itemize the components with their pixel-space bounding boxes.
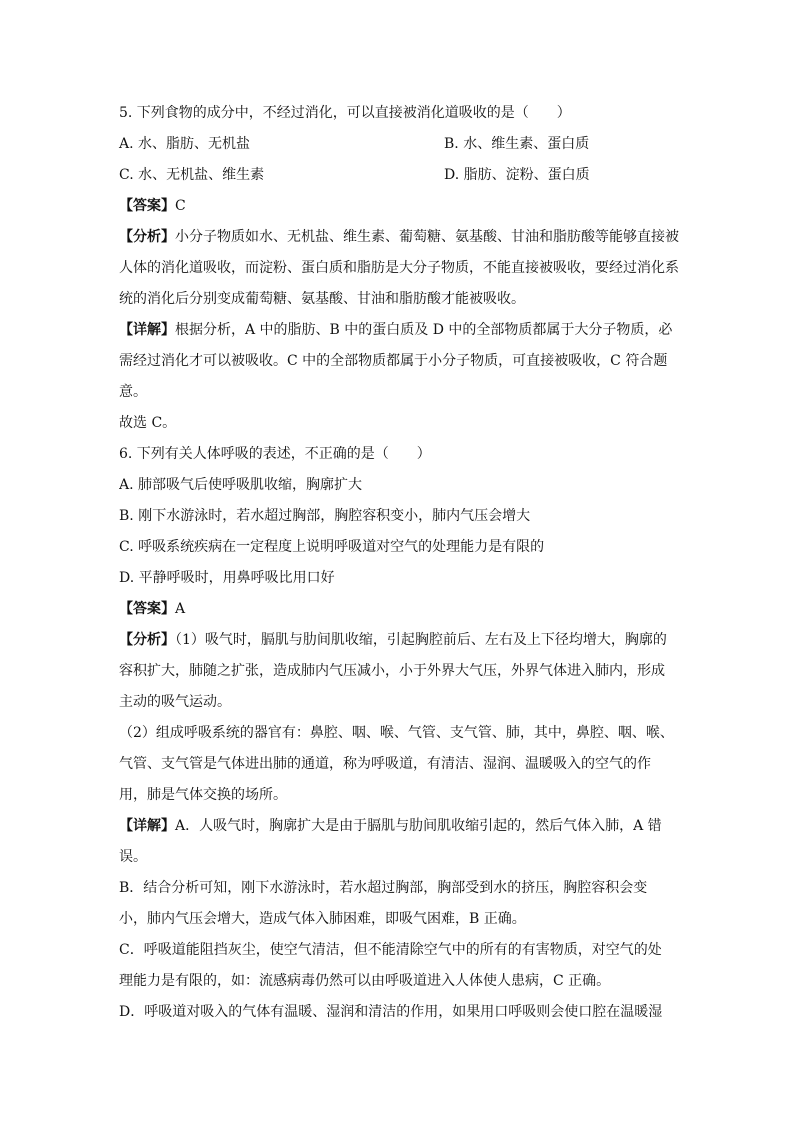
answer-tag: 【答案】 bbox=[119, 198, 175, 214]
question-6-detail-line-6: 理能力是有限的，如：流感病毒仍然可以由呼吸道进入人体使人患病，C 正确。 bbox=[119, 973, 611, 989]
detail-tag: 【详解】 bbox=[119, 322, 175, 338]
question-5-options-row-1 bbox=[119, 129, 679, 160]
question-6-analysis-line-3: 主动的吸气运动。 bbox=[119, 694, 231, 710]
question-5-answer bbox=[119, 191, 679, 222]
document-page bbox=[119, 98, 679, 1028]
question-5-detail-line-1 bbox=[119, 315, 679, 346]
question-6-analysis-line-4: （2）组成呼吸系统的器官有：鼻腔、咽、喉、气管、支气管、肺，其中，鼻腔、咽、喉、 bbox=[119, 725, 674, 741]
analysis-text: （1）吸气时，膈肌与肋间肌收缩，引起胸腔前后、左右及上下径均增大，胸廓的 bbox=[175, 632, 667, 648]
question-5-analysis-line-3: 统的消化后分别变成葡萄糖、氨基酸、甘油和脂肪酸才能被吸收。 bbox=[119, 291, 525, 307]
detail-text: A．人吸气时，胸廓扩大是由于膈肌与肋间肌收缩引起的，然后气体入肺，A 错 bbox=[175, 818, 662, 834]
question-5-analysis-line-1 bbox=[119, 222, 679, 253]
question-5-option-d: D. 脂肪、淀粉、蛋白质 bbox=[444, 167, 590, 183]
question-6-stem: 6. 下列有关人体呼吸的表述，不正确的是（ ） bbox=[119, 446, 431, 462]
answer-value: C bbox=[175, 198, 186, 214]
question-5-conclusion: 故选 C。 bbox=[119, 415, 177, 431]
question-6-analysis-line-2: 容积扩大，肺随之扩张，造成肺内气压减小，小于外界大气压，外界气体进入肺内，形成 bbox=[119, 663, 665, 679]
detail-text: 根据分析，A 中的脂肪、B 中的蛋白质及 D 中的全部物质都属于大分子物质，必 bbox=[175, 322, 673, 338]
question-6-option-c: C. 呼吸系统疾病在一定程度上说明呼吸道对空气的处理能力是有限的 bbox=[119, 539, 545, 555]
question-6-detail-line-3: B．结合分析可知，刚下水游泳时，若水超过胸部，胸部受到水的挤压，胸腔容积会变 bbox=[119, 880, 648, 896]
question-5-detail-line-2: 需经过消化才可以被吸收。C 中的全部物质都属于小分子物质，可直接被吸收，C 符合题 bbox=[119, 353, 668, 369]
question-6-option-d: D. 平静呼吸时，用鼻呼吸比用口好 bbox=[119, 570, 335, 586]
question-6-detail-line-5: C．呼吸道能阻挡灰尘，使空气清洁，但不能清除空气中的所有的有害物质，对空气的处 bbox=[119, 942, 662, 958]
question-6-detail-line-4: 小，肺内气压会增大，造成气体入肺困难，即吸气困难，B 正确。 bbox=[119, 911, 526, 927]
question-6-option-b: B. 刚下水游泳时，若水超过胸部，胸腔容积变小，肺内气压会增大 bbox=[119, 508, 531, 524]
question-5-options-row-2 bbox=[119, 160, 679, 191]
detail-tag: 【详解】 bbox=[119, 818, 175, 834]
analysis-tag: 【分析】 bbox=[119, 229, 175, 245]
question-5-option-a: A. 水、脂肪、无机盐 bbox=[119, 136, 251, 152]
question-5-detail-line-3: 意。 bbox=[119, 384, 147, 400]
question-6-analysis-line-5: 气管、支气管是气体进出肺的通道，称为呼吸道，有清洁、湿润、温暖吸入的空气的作 bbox=[119, 756, 651, 772]
question-5-option-c: C. 水、无机盐、维生素 bbox=[119, 167, 265, 183]
question-5-analysis-line-2: 人体的消化道吸收，而淀粉、蛋白质和脂肪是大分子物质，不能直接被吸收，要经过消化系 bbox=[119, 260, 679, 276]
answer-value: A bbox=[175, 601, 186, 617]
question-6-detail-line-1 bbox=[119, 811, 679, 842]
answer-tag: 【答案】 bbox=[119, 601, 175, 617]
question-6-detail-line-7: D．呼吸道对吸入的气体有温暖、湿润和清洁的作用，如果用口呼吸则会使口腔在温暖湿 bbox=[119, 1004, 663, 1020]
question-6-analysis-line-6: 用，肺是气体交换的场所。 bbox=[119, 787, 287, 803]
question-6-option-a: A. 肺部吸气后使呼吸肌收缩，胸廓扩大 bbox=[119, 477, 363, 493]
question-5-option-b: B. 水、维生素、蛋白质 bbox=[444, 136, 590, 152]
question-6-analysis-line-1 bbox=[119, 625, 679, 656]
question-6-answer bbox=[119, 594, 679, 625]
analysis-text: 小分子物质如水、无机盐、维生素、葡萄糖、氨基酸、甘油和脂肪酸等能够直接被 bbox=[175, 229, 679, 245]
question-5-stem: 5. 下列食物的成分中，不经过消化，可以直接被消化道吸收的是（ ） bbox=[119, 105, 571, 121]
question-6-detail-line-2: 误。 bbox=[119, 849, 147, 865]
analysis-tag: 【分析】 bbox=[119, 632, 175, 648]
